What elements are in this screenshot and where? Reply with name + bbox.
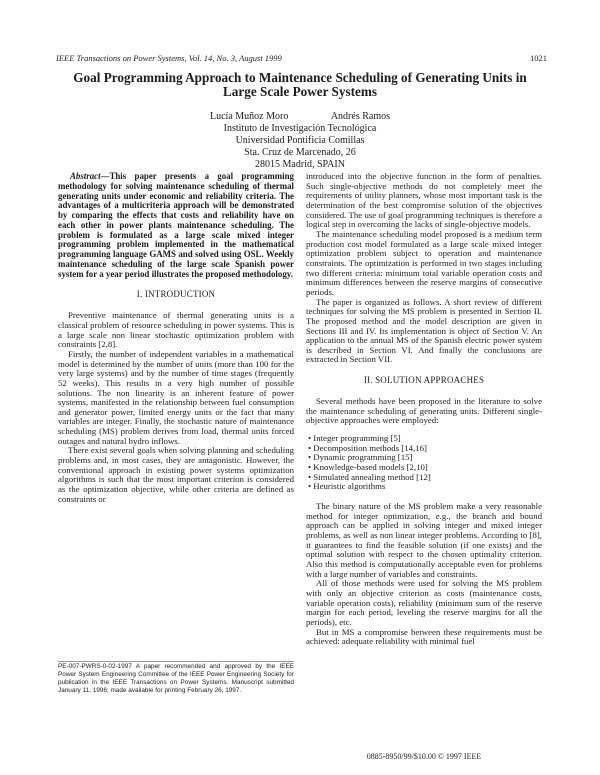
paragraph: All of those methods were used for solving the MS problem with only an objective criterion as costs (maintenance costs, variable operation costs), reliability (minimum sum of the reserve margin for each period, leveling the reserve margins for all the periods), etc. xyxy=(306,578,542,627)
right-column xyxy=(306,172,542,647)
affiliation-line: Sta. Cruz de Marcenado, 26 xyxy=(244,147,356,158)
author-name: Lucía Muñoz Moro xyxy=(210,111,289,122)
abstract-label: Abstract xyxy=(70,171,101,181)
list-item: • Knowledge-based models [2,10] xyxy=(308,463,542,473)
list-item: • Heuristic algorithms xyxy=(308,482,542,492)
affiliation-line: Instituto de Investigación Tecnológica xyxy=(223,123,377,134)
method-list xyxy=(306,434,542,492)
author-block xyxy=(120,111,480,171)
list-item: • Dynamic programming [15] xyxy=(308,453,542,463)
paragraph: The maintenance scheduling model proposed is a medium term production cost model formulated as a large scale mixed integer optimization problem subject to operation and maintenance constraints. The optimization is performed in two stages including two different criteria: minimum total variable operation costs and minimum differences between the reserve margins of consecutive periods. xyxy=(306,228,542,297)
paragraph: There exist several goals when solving planning and scheduling problems and, in most cases, they are antagonistic. However, the conventional approach in existing power systems optimization algorithms is such that the most important criterion is considered as the optimization objective, while other criteria are defined as constraints or xyxy=(58,445,294,504)
copyright-line: 0885-8950/99/$10.00 © 1997 IEEE xyxy=(366,752,482,761)
paragraph: Several methods have been proposed in the literature to solve the maintenance scheduling of generating units. Different single-objective approaches were employed: xyxy=(306,396,542,426)
paragraph: The binary nature of the MS problem make a very reasonable method for integer optimization, e.g., the branch and bound approach can be applied in solving integer and mixed integer problems, as well as non linear integer problems. According to [8], it guarantees to find the feasible solution (if one exists) and the optimal solution with respect to the chosen optimality criterion. Also this method is computationally acceptable even for problems with a large number of variables and constraints. xyxy=(306,501,542,579)
left-column xyxy=(58,172,294,504)
list-item: • Simulated annealing method [12] xyxy=(308,473,542,483)
journal-header: IEEE Transactions on Power Systems, Vol. 14, No. 3, August 1999 xyxy=(56,53,282,63)
abstract-text: —This paper presents a goal programming methodology for solving maintenance scheduling of thermal generating units under economic and reliability criteria. The advantages of a multicriteria approach will be demonstrated by comparing the effects that costs and reliability have on each other in power plants maintenance scheduling. The problem is formulated as a large scale mixed integer programming problem implemented in the mathematical programming language GAMS and solved using OSL. Weekly maintenance scheduling of the large scale Spanish power system for a year period illustrates the proposed methodology. xyxy=(58,171,294,279)
author-name: Andrés Ramos xyxy=(330,111,390,122)
paragraph: But in MS a compromise between these requirements must be achieved: adequate reliability with minimal fuel xyxy=(306,626,542,647)
page-number: 1021 xyxy=(530,53,547,63)
paper-title: Goal Programming Approach to Maintenance Scheduling of Generating Units in Large Scale Power Systems xyxy=(73,70,527,99)
footnote: PE-007-PWRS-0-02-1997 A paper recommended and approved by the IEEE Power System Engineering Committee of the IEEE Power Engineering Society for publication in the IEEE Transactions on Power Systems. Manuscript submitted January 11, 1996; made available for printing February 26, 1997. xyxy=(58,663,294,694)
list-item: • Integer programming [5] xyxy=(308,434,542,444)
paragraph: Firstly, the number of independent variables in a mathematical model is determined by the number of units (more than 100 for the very large systems) and by the number of time stages (frequently 52 weeks). This results in a very high number of possible solutions. The non linearity is an inherent feature of power systems, manifested in the relationship between fuel consumption and generator power, limited energy units or the fact that many variables are integer. Finally, the stochastic nature of maintenance scheduling (MS) problem derives from load, thermal units forced outages and natural hydro inflows. xyxy=(58,348,294,446)
section-heading: I. INTRODUCTION xyxy=(136,289,216,300)
paragraph: Preventive maintenance of thermal generating units is a classical problem of resource scheduling in power systems. This is a large scale non linear stochastic optimization problem with constraints [2,8]. xyxy=(58,310,294,350)
affiliation-line: Universidad Pontificia Comillas xyxy=(235,135,365,146)
author-names xyxy=(120,111,480,123)
paragraph: introduced into the objective function in the form of penalties. Such single-objective methods do not completely meet the requirements of utility planners, whose most important task is the determination of the best compromise solution of the objectives considered. The use of goal programming techniques is therefore a logical step in overcoming the lacks of single-objective models. xyxy=(306,171,542,230)
list-item: • Decomposition methods [14,16] xyxy=(308,444,542,454)
section-heading: II. SOLUTION APPROACHES xyxy=(363,375,485,386)
paragraph: The paper is organized as follows. A short review of different techniques for solving the MS problem is presented in Section II. The proposed method and the model description are given in Sections III and IV. Its implementation is object of Section V. An application to the annual MS of the Spanish electric power system is described in Section VI. And finally the conclusions are extracted in Section VII. xyxy=(306,296,542,365)
affiliation-line: 28015 Madrid, SPAIN xyxy=(255,159,345,170)
abstract xyxy=(58,172,294,279)
